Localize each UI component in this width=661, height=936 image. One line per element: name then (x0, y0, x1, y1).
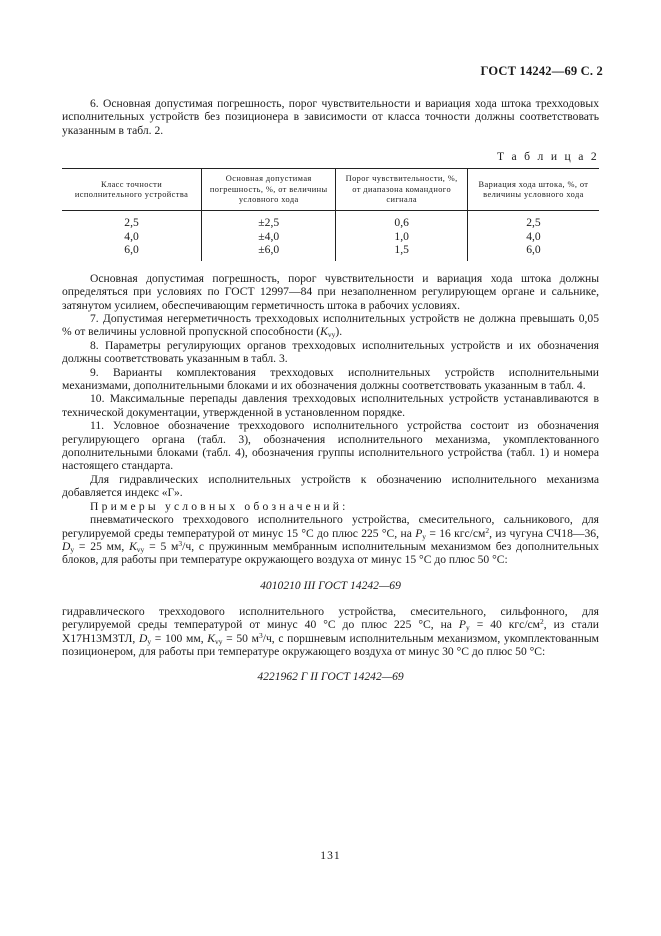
document-body (62, 97, 599, 696)
table-header-row (62, 169, 599, 211)
column-header-variation: Вариация хода штока, %, от величины условного хода (467, 169, 599, 211)
table-row (62, 230, 599, 244)
paragraph-conditions: Основная допустимая погрешность, порог чувствительности и вариация хода штока должны определяться при условиях по ГОСТ 12997—84 при незаполненном регулирующем органе и сальнике, затянутом усилием, обеспечивающим герметичность штока в рабочих условиях. (62, 271, 599, 312)
table-cell: 1,5 (336, 243, 468, 261)
table-cell: ±2,5 (202, 211, 336, 230)
paragraph-hydraulic: Для гидравлических исполнительных устройств к обозначению исполнительного механизма добавляется индекс «Г». (62, 472, 599, 500)
paragraph-7: 7. Допустимая негерметичность трехходовых исполнительных устройств не должна превышать 0,05 % от величины условной пропускной способности $(K_{vy})$. (62, 312, 599, 340)
table-cell: 1,0 (336, 230, 468, 244)
paragraph-6: 6. Основная допустимая погрешность, порог чувствительности и вариация хода штока трехходовых исполнительных устройств без позиционера в зависимости от класса точности должны соответствовать указанным в табл. 2. (62, 97, 599, 137)
table-cell: ±4,0 (202, 230, 336, 244)
paragraph-11: 11. Условное обозначение трехходового исполнительного устройства состоит из обозначения регулирующего органа (табл. 3), обозначения исполнительного механизма, укомплектованного дополнительными блоками (табл. 4), обозначения группы исполнительного устройства (табл. 1) и номера настоящего стандарта. (62, 419, 599, 473)
table-cell: 6,0 (467, 243, 599, 261)
table-cell: 6,0 (124, 243, 139, 257)
examples-title: Примеры условных обозначений: (90, 499, 349, 513)
paragraph-8: 8. Параметры регулирующих органов трехходовых исполнительных устройств и их обозначения должны соответствовать указанным в табл. 3. (62, 338, 599, 366)
column-header-accuracy-class: Класс точности исполнительного устройства (62, 169, 202, 211)
table-cell: ±6,0 (202, 243, 336, 261)
table-cell: 2,5 (467, 211, 599, 230)
page-number: 131 (320, 849, 341, 862)
paragraph-9: 9. Варианты комплектования трехходовых исполнительных устройств исполнительными механизмами, дополнительными блоками и их обозначения должны соответствовать указанным в табл. 4. (62, 365, 599, 393)
table-row (62, 243, 599, 261)
column-header-basic-error: Основная допустимая погрешность, %, от величины условного хода (202, 169, 336, 211)
table-row (62, 211, 599, 230)
table-cell: 4,0 (124, 229, 139, 243)
example-2-designation: 4221962 Г II ГОСТ 14242—69 (257, 670, 404, 684)
page-header: ГОСТ 14242—69 С. 2 (480, 64, 603, 78)
table-cell: 2,5 (124, 216, 139, 229)
accuracy-table (62, 168, 599, 261)
paragraph-10: 10. Максимальные перепады давления трехходовых исполнительных устройств устанавливаются в технической документации, утвержденной в установленном порядке. (62, 392, 599, 419)
example-2-text: гидравлического трехходового исполнительного устройства, смесительного, сильфонного, для регулируемой среды температурой от минус 40 °С до плюс 225 °С, на $P_y = 40$ кгс/$см^2$, из стали Х17Н13М3ТЛ, $D_y = 100$ мм, $K_{vy} = 50$ $м^3/ч$, с поршневым исполнительным механизмом, укомплектованным позиционером, для работы при температуре окружающего воздуха от минус 30 °С до плюс 50 °С: (62, 604, 599, 658)
example-1-text: пневматического трехходового исполнительного устройства, смесительного, сальникового, для регулируемой среды температурой от минус 15 °С до плюс 225 °С, на $P_y = 16$ кгс/$см^2$, из чугуна СЧ18—36, $D_y = 25$ мм, $K_{vy} = 5$ $м^3/ч$, с пружинным мембранным исполнительным механизмом без дополнительных блоков, для работы при температуре окружающего воздуха от минус 15 °С до плюс 50 °С: (62, 513, 599, 567)
table-cell: 4,0 (467, 230, 599, 244)
table-cell: 0,6 (336, 211, 468, 230)
example-1-designation: 4010210 III ГОСТ 14242—69 (260, 578, 401, 592)
column-header-sensitivity: Порог чувствительности, %, от диапазона командного сигнала (336, 169, 468, 211)
table-caption: Т а б л и ц а 2 (496, 150, 599, 164)
